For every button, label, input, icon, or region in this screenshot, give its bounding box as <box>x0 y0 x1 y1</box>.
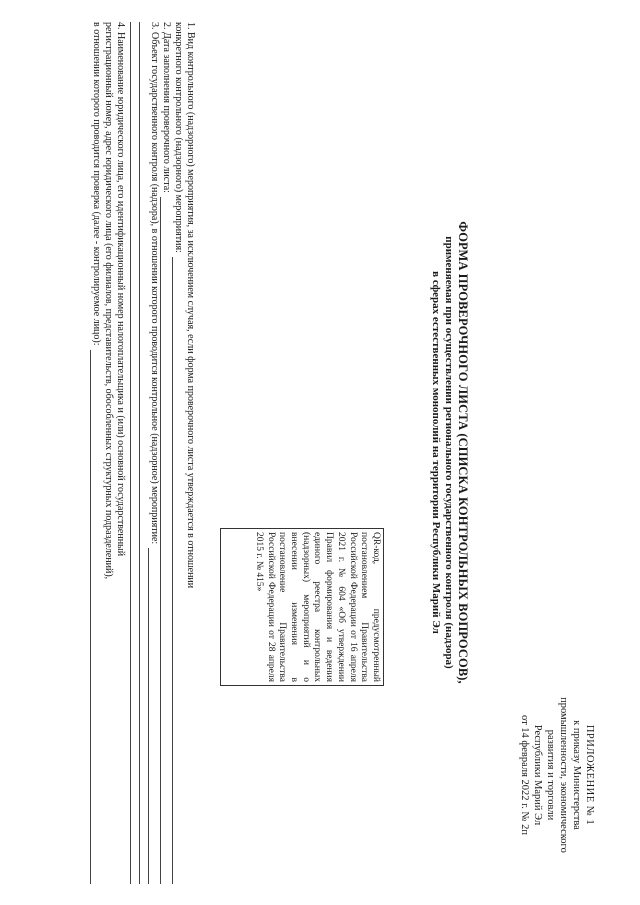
fill-line[interactable] <box>90 350 101 884</box>
form-title-block <box>429 0 470 905</box>
appendix-line: Республики Марий Эл <box>532 724 543 826</box>
form-item-text: 2. Дата заполнения проверочного листа: <box>161 22 172 193</box>
fill-line[interactable] <box>160 197 171 884</box>
fill-line[interactable] <box>130 22 131 884</box>
form-subtitle-line: применяемая при осуществлении регионального государственного контроля (надзора) <box>443 236 455 669</box>
qr-box-text: QR-код, предусмотренный постановлением Правительства Российской Федерации от 16 апреля 2021 г. № 604 «Об утверждении Правил формирования и ведения единого реестра контрольных (надзорных) мероприятий и о внесении изменения в постановление Правительства Российской Федерации от 28 апреля 2015 г. № 415» <box>253 532 381 682</box>
form-item-text: 3. Объект государственного контроля (надзора), в отношении которого проводится контрольное (надзорное) мероприятие: <box>149 22 160 545</box>
form-item-4 <box>90 22 126 884</box>
appendix-header <box>518 645 596 905</box>
form-item-text: в отношении которого проводится проверка (далее - контролируемое лицо): <box>91 22 102 346</box>
fill-line[interactable] <box>148 548 159 884</box>
appendix-line: развития и торговли <box>545 729 556 821</box>
form-title: ФОРМА ПРОВЕРОЧНОГО ЛИСТА (СПИСКА КОНТРОЛЬНЫХ ВОПРОСОВ), <box>456 221 470 684</box>
form-item-text: 4. Наименование юридического лица, его идентификационный номер налогоплательщика и (или) основной государственный <box>115 22 126 557</box>
qr-code-placeholder <box>220 528 384 686</box>
appendix-line: промышленности, экономического <box>558 697 569 853</box>
appendix-line: к приказу Министерства <box>571 720 582 830</box>
fill-line[interactable] <box>139 22 140 884</box>
form-items <box>90 22 196 884</box>
form-item-3 <box>148 22 160 884</box>
appendix-line: от 14 февраля 2022 г. № 2п <box>519 714 530 836</box>
form-subtitle-line: в сферах естественных монополий на территории Республики Марий Эл <box>430 271 442 634</box>
fill-line[interactable] <box>172 257 183 884</box>
form-item-2 <box>160 22 172 884</box>
form-item-text: конкретного контрольного (надзорного) мероприятия: <box>173 22 184 253</box>
form-item-text: регистрационный номер, адрес юридического лица (его филиалов, представительств, обособленных структурных подразделений), <box>103 22 114 580</box>
form-item-1 <box>172 22 196 884</box>
form-item-text: 1. Вид контрольного (надзорного) мероприятия, за исключением случая, если форма проверочного листа утверждается в отношении <box>185 22 196 589</box>
appendix-title: ПРИЛОЖЕНИЕ № 1 <box>584 724 595 826</box>
